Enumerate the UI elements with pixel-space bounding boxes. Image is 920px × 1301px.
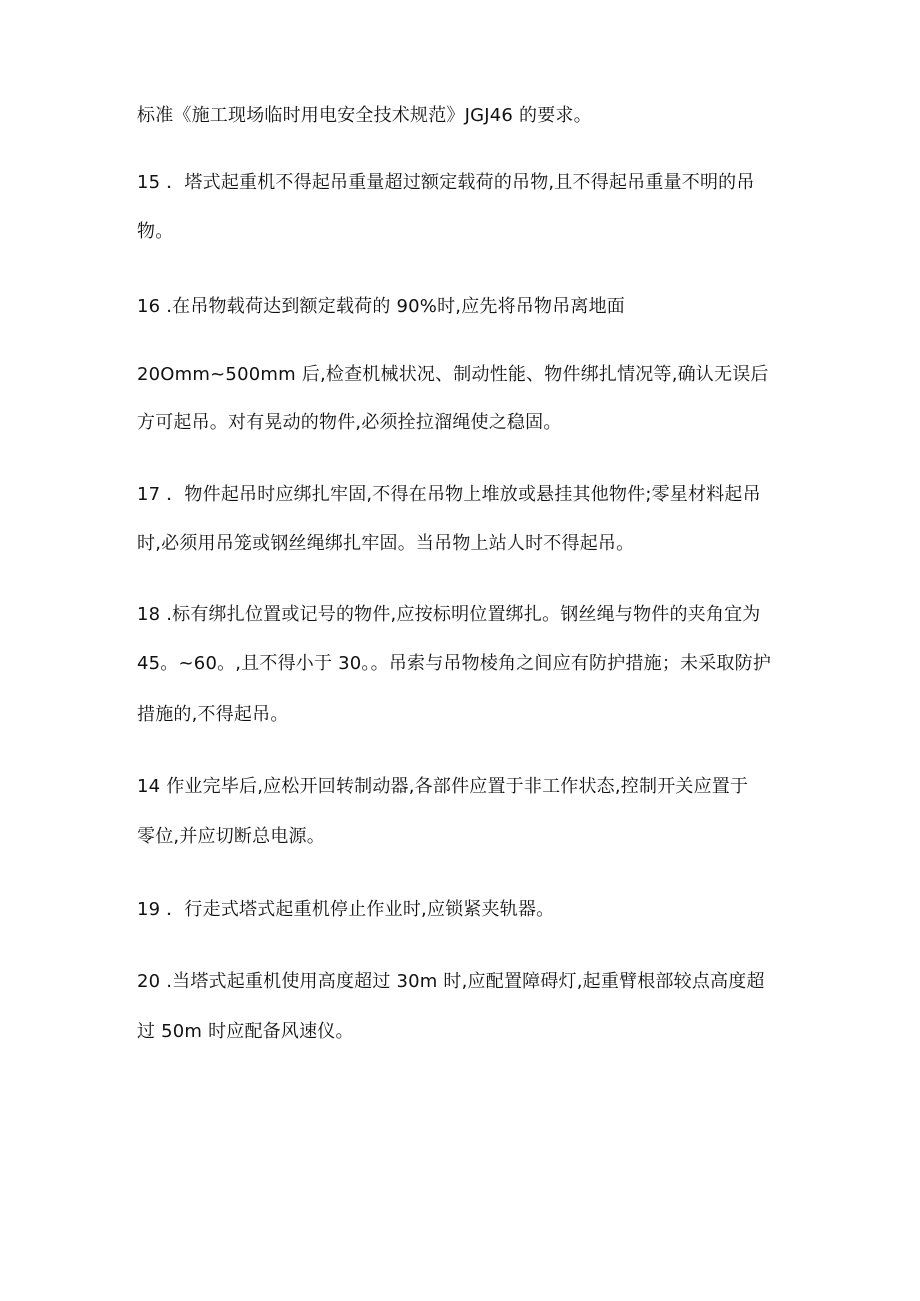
- text-line-item-18-cont-1: 45。~60。,且不得小于 30。。吊索与吊物棱角之间应有防护措施；未采取防护: [137, 653, 772, 674]
- text-line-standard-reference: 标准《施工现场临时用电安全技术规范》JGJ46 的要求。: [137, 105, 592, 126]
- text-line-item-16: 16 .在吊物载荷达到额定载荷的 90%时,应先将吊物吊离地面: [137, 296, 625, 317]
- text-line-item-17-cont: 时,必须用吊笼或钢丝绳绑扎牢固。当吊物上站人时不得起吊。: [137, 533, 635, 554]
- text-line-item-15: 15 ．塔式起重机不得起吊重量超过额定载荷的吊物,且不得起吊重量不明的吊: [137, 172, 755, 193]
- text-line-item-18: 18 .标有绑扎位置或记号的物件,应按标明位置绑扎。钢丝绳与物件的夹角宜为: [137, 604, 761, 625]
- text-line-item-17: 17 ．物件起吊时应绑扎牢固,不得在吊物上堆放或悬挂其他物件;零星材料起吊: [137, 484, 761, 505]
- text-line-item-20: 20 .当塔式起重机使用高度超过 30m 时,应配置障碍灯,起重臂根部较点高度超: [137, 971, 765, 992]
- text-line-item-15-cont: 物。: [137, 221, 174, 242]
- text-line-item-14-cont: 零位,并应切断总电源。: [137, 826, 325, 847]
- text-line-item-19: 19 ．行走式塔式起重机停止作业时,应锁紧夹轨器。: [137, 899, 555, 920]
- text-line-item-18-cont-2: 措施的,不得起吊。: [137, 704, 289, 725]
- text-line-item-14: 14 作业完毕后,应松开回转制动器,各部件应置于非工作状态,控制开关应置于: [137, 776, 749, 797]
- text-line-item-16-cont-2: 方可起吊。对有晃动的物件,必须拴拉溜绳使之稳固。: [137, 412, 562, 433]
- text-line-item-16-cont-1: 20Omm~500mm 后,检查机械状况、制动性能、物件绑扎情况等,确认无误后: [137, 364, 769, 385]
- text-line-item-20-cont: 过 50m 时应配备风速仪。: [137, 1021, 354, 1042]
